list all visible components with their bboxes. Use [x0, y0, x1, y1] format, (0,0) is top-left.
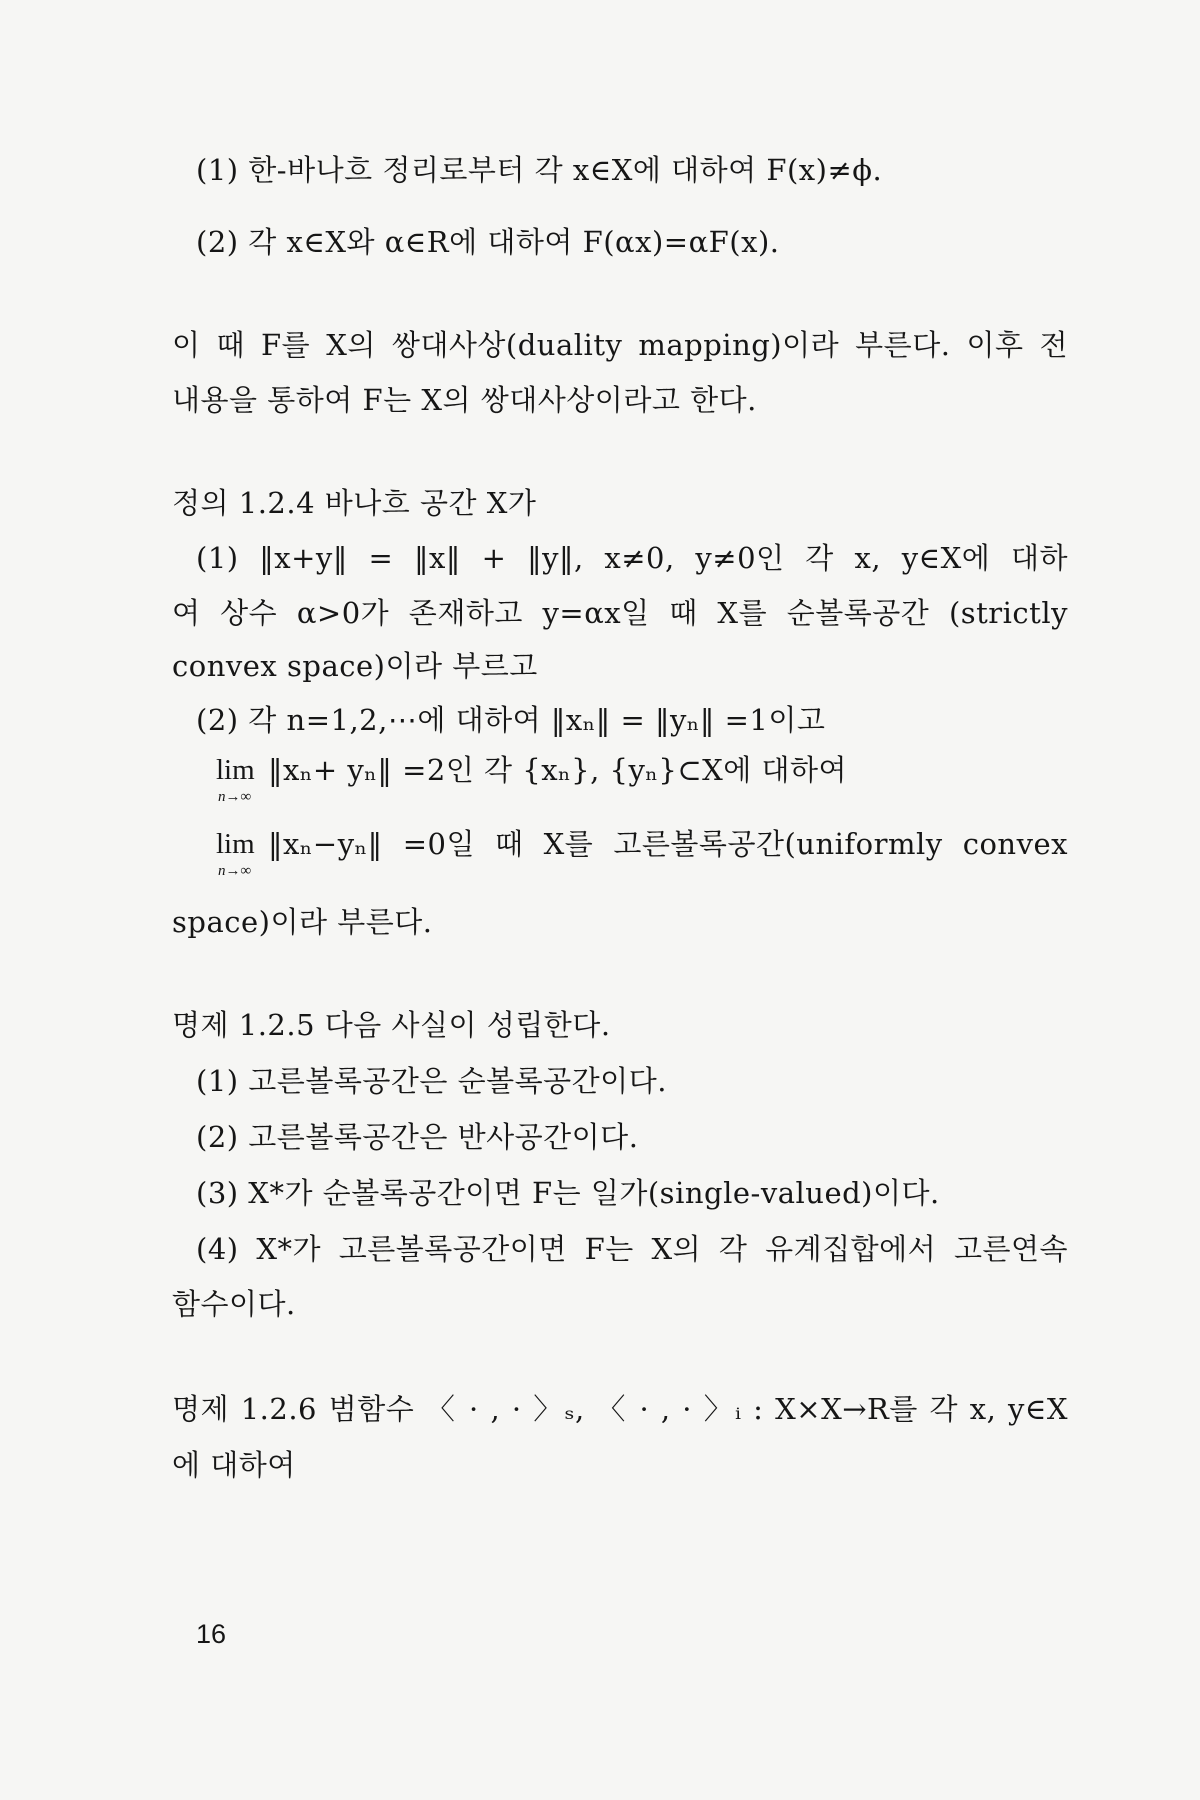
page-number: 16 — [196, 1619, 227, 1649]
limit-operator-2: lim — [216, 828, 255, 860]
prop-125-item-1: (1) 고른볼록공간은 순볼록공간이다. — [196, 1064, 667, 1098]
def-124-item-2-line-2: ‖xₙ+ yₙ‖ =2인 각 {xₙ}, {yₙ}⊂X에 대하여 — [268, 753, 848, 787]
duality-line-1: 이 때 F를 X의 쌍대사상(duality mapping)이라 부른다. 이후 전 — [172, 328, 1068, 362]
def-124-item-2-line-3: ‖xₙ−yₙ‖ =0일 때 X를 고른볼록공간(uniformly convex — [268, 827, 1068, 861]
limit-subscript-2: n→∞ — [218, 863, 252, 879]
def-124-item-2-line-4: space)이라 부른다. — [172, 905, 433, 939]
prop-126-line-2: 에 대하여 — [172, 1448, 296, 1482]
fdef-item-1: (1) 한-바나흐 정리로부터 각 x∈X에 대하여 F(x)≠ϕ. — [196, 153, 883, 187]
def-124-heading: 정의 1.2.4 바나흐 공간 X가 — [172, 486, 537, 520]
limit-subscript-1: n→∞ — [218, 789, 252, 805]
def-124-item-2-line-1: (2) 각 n=1,2,⋯에 대하여 ‖xₙ‖ = ‖yₙ‖ =1이고 — [196, 703, 826, 737]
prop-125-item-3: (3) X*가 순볼록공간이면 F는 일가(single-valued)이다. — [196, 1176, 940, 1210]
prop-125-item-4-line-1: (4) X*가 고른볼록공간이면 F는 X의 각 유계집합에서 고른연속 — [196, 1232, 1068, 1266]
prop-125-heading: 명제 1.2.5 다음 사실이 성립한다. — [172, 1008, 611, 1042]
prop-126-line-1: 명제 1.2.6 범함수 〈 · , · 〉ₛ, 〈 · , · 〉ᵢ : X×X→R를 각 x, y∈X — [172, 1392, 1068, 1426]
def-124-item-1-line-2: 여 상수 α>0가 존재하고 y=αx일 때 X를 순볼록공간 (strictly — [172, 596, 1068, 630]
fdef-item-2: (2) 각 x∈X와 α∈R에 대하여 F(αx)=αF(x). — [196, 225, 780, 259]
duality-line-2: 내용을 통하여 F는 X의 쌍대사상이라고 한다. — [172, 383, 757, 417]
limit-operator-1: lim — [216, 754, 255, 786]
def-124-item-1-line-1: (1) ‖x+y‖ = ‖x‖ + ‖y‖, x≠0, y≠0인 각 x, y∈X에 대하 — [196, 541, 1068, 575]
prop-125-item-4-line-2: 함수이다. — [172, 1287, 296, 1321]
prop-125-item-2: (2) 고른볼록공간은 반사공간이다. — [196, 1120, 639, 1154]
def-124-item-1-line-3: convex space)이라 부르고 — [172, 649, 538, 683]
